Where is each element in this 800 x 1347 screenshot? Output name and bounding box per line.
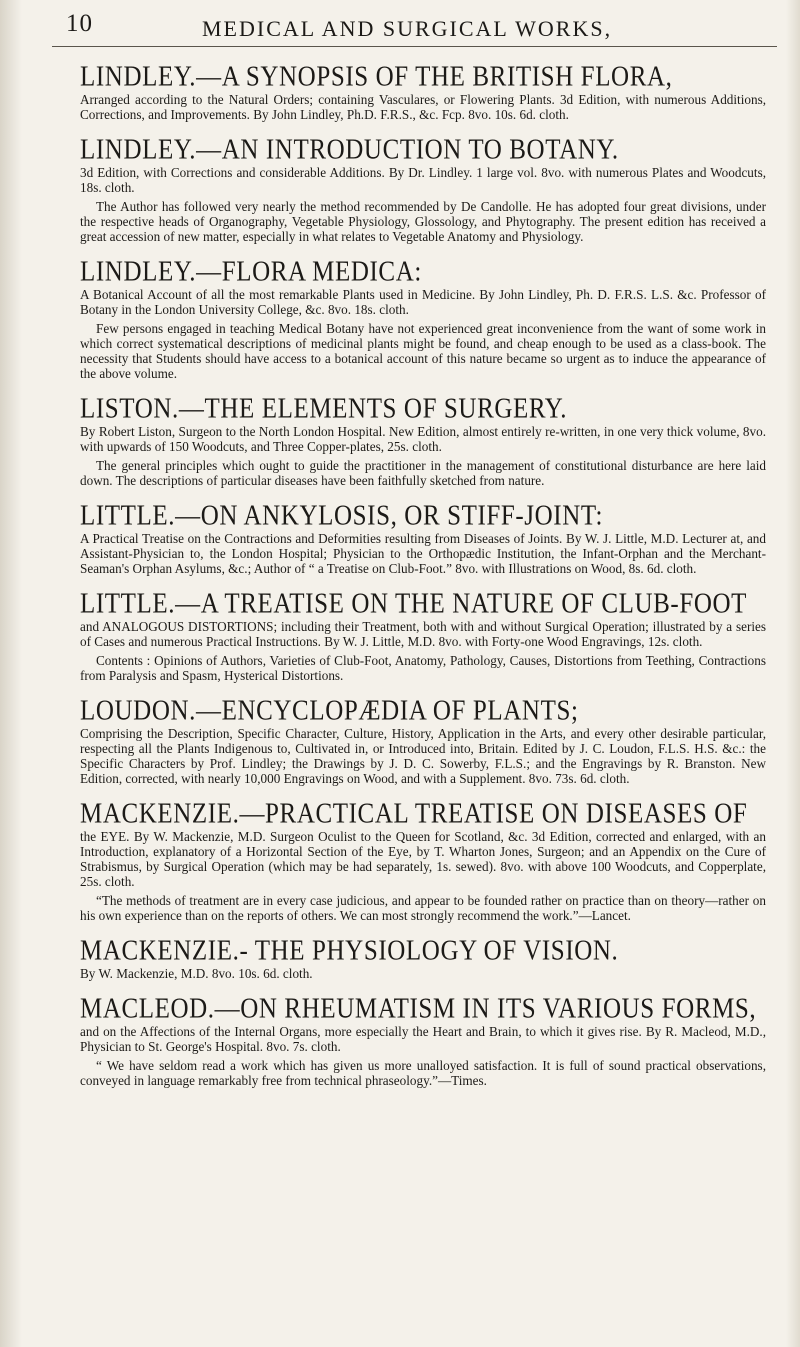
entry-description: A Practical Treatise on the Contractions and Deformities resulting from Diseases of Joints. By W. J. Little, M.D. Lecturer at, and Assistant-Physician to, the London Hospital; Physician to the Orthopædic Institution, the Infant-Orphan and the Merchant-Seaman's Orphan Asylums, &c.; Author of “ a Treatise on Club-Foot.” 8vo. with Illustrations on Wood, 8s. 6d. cloth. [80, 531, 766, 576]
entry-description: By Robert Liston, Surgeon to the North London Hospital. New Edition, almost entirely re-written, in one very thick volume, 8vo. with upwards of 150 Woodcuts, and Three Copper-plates, 25s. cloth. [80, 424, 766, 454]
entry-note: The Author has followed very nearly the method recommended by De Candolle. He has adopted four great divisions, under the respective heads of Organography, Vegetable Physiology, Glossology, and Phytography. The present edition has received a great accession of new matter, especially in what relates to Vegetable Anatomy and Physiology. [80, 199, 766, 244]
catalogue-entry [80, 255, 766, 381]
catalogue-entry [80, 694, 766, 786]
entry-description: Comprising the Description, Specific Character, Culture, History, Application in the Arts, and every other desirable particular, respecting all the Plants Indigenous to, Cultivated in, or Introduced into, Britain. Edited by J. C. Loudon, F.L.S. H.S. &c.: the Specific Characters by Prof. Lindley; the Drawings by J. D. C. Sowerby, F.L.S.; and the Engravings by R. Branston. New Edition, corrected, with nearly 10,000 Engravings on Wood, and with a Supplement. 8vo. 73s. 6d. cloth. [80, 726, 766, 786]
entry-note: “The methods of treatment are in every case judicious, and appear to be founded rather on practice than on theory—rather on his own experience than on the reports of others. We can most strongly recommend the work.”—Lancet. [80, 893, 766, 923]
catalogue-entry [80, 934, 766, 981]
page-edge [786, 0, 800, 1347]
entry-title: LOUDON.—ENCYCLOPÆDIA OF PLANTS; [80, 695, 579, 727]
entry-description: 3d Edition, with Corrections and considerable Additions. By Dr. Lindley. 1 large vol. 8vo. with numerous Plates and Woodcuts, 18s. cloth. [80, 165, 766, 195]
entry-note: The general principles which ought to guide the practitioner in the management of constitutional disturbance are here laid down. The descriptions of particular diseases have been faithfully sketched from nature. [80, 458, 766, 488]
running-head: MEDICAL AND SURGICAL WORKS, [202, 16, 613, 41]
entry-description: and ANALOGOUS DISTORTIONS; including their Treatment, both with and without Surgical Operation; illustrated by a series of Cases and numerous Practical Instructions. By W. J. Little, M.D. 8vo. with Forty-one Wood Engravings, 12s. cloth. [80, 619, 766, 649]
entry-title: LITTLE.—ON ANKYLOSIS, OR STIFF-JOINT: [80, 500, 604, 532]
entry-title: LISTON.—THE ELEMENTS OF SURGERY. [80, 393, 568, 425]
catalogue-entry [80, 60, 766, 122]
entry-note: Few persons engaged in teaching Medical Botany have not experienced great inconvenience from the want of some work in which correct systematical descriptions of medicinal plants might be found, and cheap enough to be used as a class-book. The necessity that Students should have access to a botanical account of this nature became so urgent as to induce the appearance of the above volume. [80, 321, 766, 381]
entry-description: A Botanical Account of all the most remarkable Plants used in Medicine. By John Lindley, Ph. D. F.R.S. L.S. &c. Professor of Botany in the London University College, &c. 8vo. 18s. cloth. [80, 287, 766, 317]
entry-title: MACKENZIE.- THE PHYSIOLOGY OF VISION. [80, 935, 619, 967]
entry-note: Contents : Opinions of Authors, Varieties of Club-Foot, Anatomy, Pathology, Causes, Distortions from Teething, Contractions from Paralysis and Spasm, Hysterical Distortions. [80, 653, 766, 683]
entry-title: LINDLEY.—A SYNOPSIS OF THE BRITISH FLORA, [80, 61, 673, 93]
catalogue-entry [80, 133, 766, 244]
entry-note: “ We have seldom read a work which has given us more unalloyed satisfaction. It is full of sound practical observations, conveyed in language remarkably free from technical phraseology.”—Times. [80, 1058, 766, 1088]
catalogue-entry [80, 587, 766, 683]
page-header [52, 10, 772, 50]
catalogue-entry [80, 392, 766, 488]
catalogue-entry [80, 992, 766, 1088]
entry-description: the EYE. By W. Mackenzie, M.D. Surgeon Oculist to the Queen for Scotland, &c. 3d Edition, corrected and enlarged, with an Introduction, explanatory of a Horizontal Section of the Eye, by T. Wharton Jones, Surgeon; and an Appendix on the Cure of Strabismus, by Surgical Operation (which may be had separately, 1s. sewed). 8vo. with above 100 Woodcuts, and Copperplate, 25s. cloth. [80, 829, 766, 889]
catalogue-entry [80, 797, 766, 923]
header-rule [52, 46, 777, 47]
catalogue-entry [80, 499, 766, 576]
entry-title: LITTLE.—A TREATISE ON THE NATURE OF CLUB-FOOT [80, 588, 748, 620]
entry-description: Arranged according to the Natural Orders; containing Vasculares, or Flowering Plants. 3d Edition, with numerous Additions, Corrections, and Improvements. By John Lindley, Ph.D. F.R.S., &c. Fcp. 8vo. 10s. 6d. cloth. [80, 92, 766, 122]
entry-title: LINDLEY.—AN INTRODUCTION TO BOTANY. [80, 134, 619, 166]
page-number: 10 [66, 10, 93, 37]
entry-title: LINDLEY.—FLORA MEDICA: [80, 256, 422, 288]
binding-gutter [0, 0, 22, 1347]
entry-title: MACLEOD.—ON RHEUMATISM IN ITS VARIOUS FORMS, [80, 993, 757, 1025]
entry-description: and on the Affections of the Internal Organs, more especially the Heart and Brain, to which it gives rise. By R. Macleod, M.D., Physician to St. George's Hospital. 8vo. 7s. cloth. [80, 1024, 766, 1054]
entry-title: MACKENZIE.—PRACTICAL TREATISE ON DISEASES OF [80, 798, 748, 830]
entry-description: By W. Mackenzie, M.D. 8vo. 10s. 6d. cloth. [80, 966, 313, 981]
catalogue-list [80, 60, 766, 1099]
